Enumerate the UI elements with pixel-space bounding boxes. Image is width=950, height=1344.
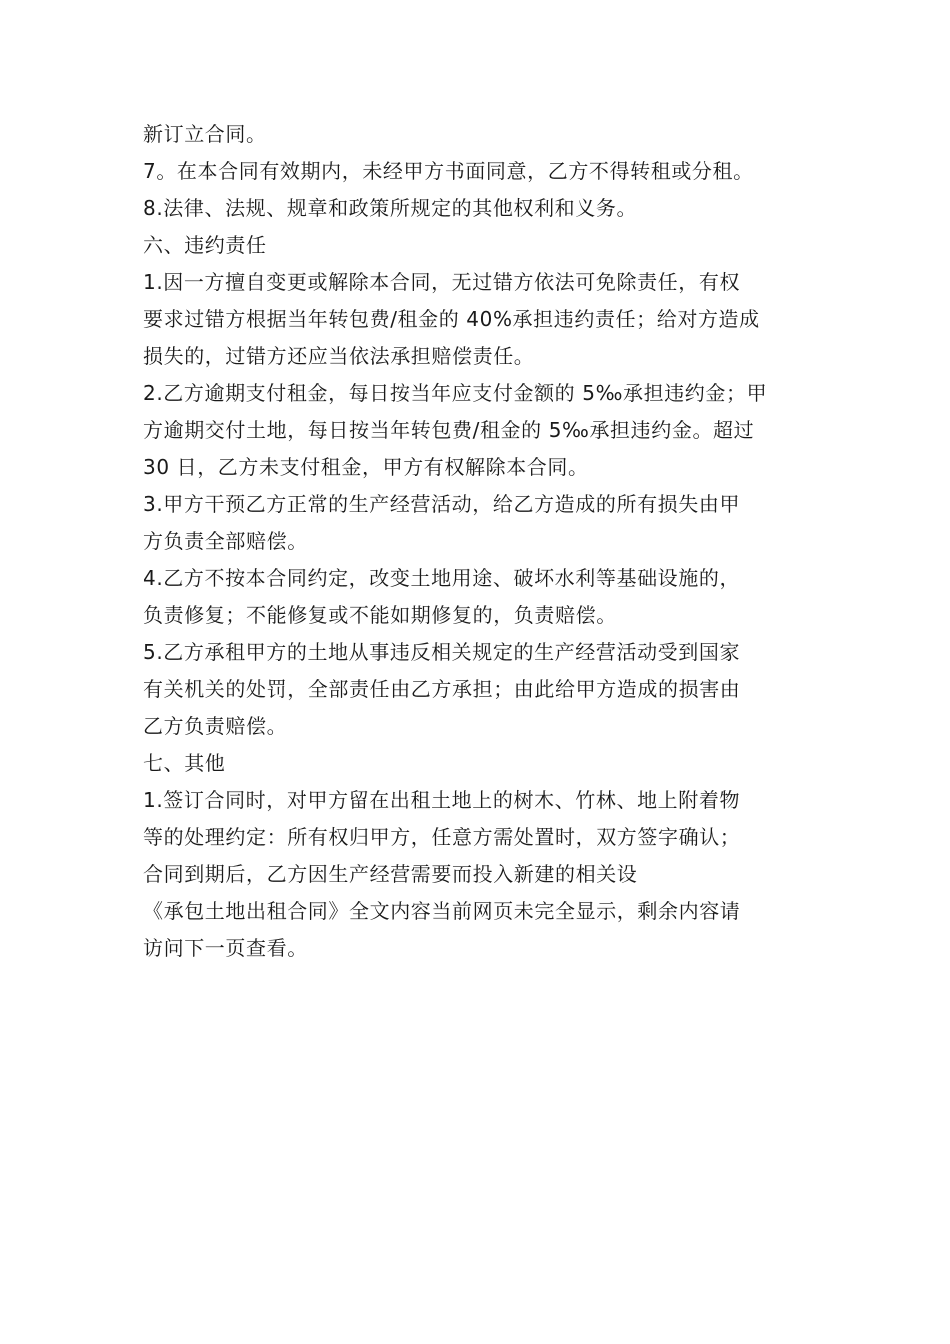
text-line: 合同到期后，乙方因生产经营需要而投入新建的相关设 xyxy=(143,862,638,886)
breach-clause-3: 3.甲方干预乙方正常的生产经营活动，给乙方造成的所有损失由甲 xyxy=(143,492,741,516)
text-line: 要求过错方根据当年转包费/租金的 40%承担违约责任；给对方造成 xyxy=(143,307,760,331)
breach-clause-5: 5.乙方承租甲方的土地从事违反相关规定的生产经营活动受到国家 xyxy=(143,640,741,664)
text-line: 损失的，过错方还应当依法承担赔偿责任。 xyxy=(143,344,535,368)
document-body xyxy=(143,116,809,967)
text-line: 乙方负责赔偿。 xyxy=(143,714,288,738)
text-line: 方负责全部赔偿。 xyxy=(143,529,308,553)
text-line: 方逾期交付土地，每日按当年转包费/租金的 5‰承担违约金。超过 xyxy=(143,418,755,442)
breach-clause-1: 1.因一方擅自变更或解除本合同，无过错方依法可免除责任，有权 xyxy=(143,270,741,294)
truncation-notice: 《承包土地出租合同》全文内容当前网页未完全显示，剩余内容请 xyxy=(143,899,741,923)
text-line: 有关机关的处罚，全部责任由乙方承担；由此给甲方造成的损害由 xyxy=(143,677,741,701)
text-line: 负责修复；不能修复或不能如期修复的，负责赔偿。 xyxy=(143,603,617,627)
other-clause-1: 1.签订合同时，对甲方留在出租土地上的树木、竹林、地上附着物 xyxy=(143,788,741,812)
clause-8: 8.法律、法规、规章和政策所规定的其他权利和义务。 xyxy=(143,196,638,220)
text-line: 等的处理约定：所有权归甲方，任意方需处置时，双方签字确认； xyxy=(143,825,741,849)
section-heading-breach: 六、违约责任 xyxy=(143,233,267,257)
breach-clause-2: 2.乙方逾期支付租金，每日按当年应支付金额的 5‰承担违约金；甲 xyxy=(143,381,768,405)
breach-clause-4: 4.乙方不按本合同约定，改变土地用途、破坏水利等基础设施的， xyxy=(143,566,741,590)
text-line: 30 日，乙方未支付租金，甲方有权解除本合同。 xyxy=(143,455,589,479)
text-line: 新订立合同。 xyxy=(143,122,267,146)
clause-7: 7。在本合同有效期内，未经甲方书面同意，乙方不得转租或分租。 xyxy=(143,159,754,183)
section-heading-other: 七、其他 xyxy=(143,751,226,775)
truncation-notice-continued: 访问下一页查看。 xyxy=(143,936,308,960)
